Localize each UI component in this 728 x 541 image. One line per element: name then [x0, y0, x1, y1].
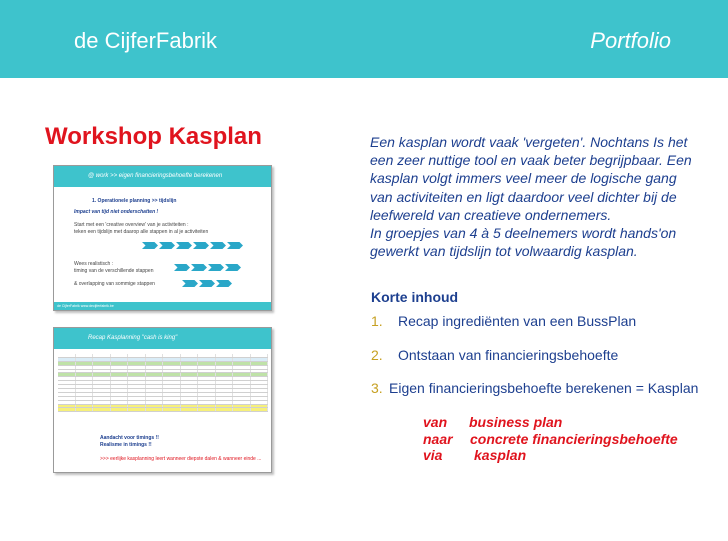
- korte-inhoud-title: Korte inhoud: [371, 289, 459, 305]
- thumb-header-bar: @ work >> eigen financieringsbehoefte berekenen: [54, 166, 271, 187]
- flow-word: via: [423, 447, 443, 463]
- flow-text: business plan: [469, 414, 563, 430]
- brand-title: de CijferFabrik: [74, 28, 218, 53]
- flow-word: naar: [423, 431, 453, 447]
- list-item: [371, 347, 618, 363]
- thumb-line: 1. Operationele planning >> tijdslijn: [92, 198, 177, 204]
- list-number: 2.: [371, 347, 383, 363]
- list-item: [371, 380, 698, 396]
- thumb-line: >>> eerlijke kasplanning leert wanneer diepste dalen & wanneer einde ...: [100, 456, 262, 462]
- list-text: Ontstaan van financieringsbehoefte: [398, 347, 619, 363]
- thumb-line: timing van de verschillende stappen: [74, 268, 154, 274]
- list-item: [371, 313, 636, 329]
- list-number: 1.: [371, 313, 383, 329]
- list-number: 3.: [371, 380, 383, 396]
- thumb-line: Aandacht voor timings !!: [100, 435, 159, 441]
- intro-paragraph: Een kasplan wordt vaak 'vergeten'. Nochtans Is het een zeer nuttige tool en vaak beter begrijpbaar. Een kasplan volgt immers veel meer de logische gang van activiteiten en ligt daardoor veel dichter bij de leefwereld van creatieve ondernemers.: [370, 134, 692, 223]
- thumb-line: Impact van tijd niet onderschatten !: [74, 209, 159, 215]
- flow-word: van: [423, 414, 448, 430]
- thumb-line: & overlapping van sommige stappen: [74, 281, 155, 287]
- thumb-line: teken een tijdslijn met daarop alle stappen in al je activiteiten: [74, 229, 209, 235]
- flow-text: concrete financieringsbehoefte: [470, 431, 678, 447]
- flow-text: kasplan: [474, 447, 527, 463]
- cash-planning-table: [58, 354, 268, 412]
- list-text: Recap ingrediënten van een BussPlan: [398, 313, 637, 329]
- thumb-line: Wees realistisch :: [74, 261, 114, 267]
- thumb-line: Start met een 'creative overview' van je activiteiten :: [74, 222, 189, 228]
- section-title: Portfolio: [590, 28, 671, 53]
- workshop-title: Workshop Kasplan: [45, 123, 262, 150]
- slide-thumbnail-cash-planning: [53, 327, 272, 473]
- timeline-arrows: [182, 280, 233, 287]
- timeline-arrows: [174, 264, 242, 271]
- header-banner: [0, 0, 728, 78]
- list-text: Eigen financieringsbehoefte berekenen = Kasplan: [389, 380, 699, 396]
- slide-thumbnail-timeline: [53, 165, 272, 311]
- timeline-arrows: [142, 242, 244, 249]
- thumb-header-bar: Recap Kasplanning "cash is king": [54, 328, 271, 349]
- group-paragraph: In groepjes van 4 à 5 deelnemers wordt hands'on gewerkt van tijdslijn tot volwaardig kasplan.: [370, 225, 677, 260]
- thumb-line: Realisme in timings !!: [100, 442, 152, 448]
- thumb-footer: de CijferFabrik www.decijferfabrik.be: [54, 302, 271, 310]
